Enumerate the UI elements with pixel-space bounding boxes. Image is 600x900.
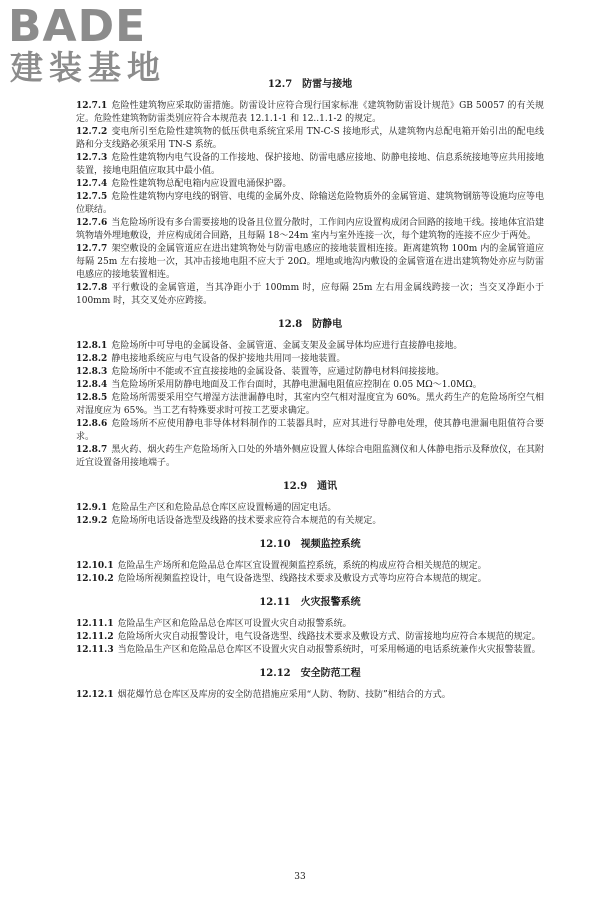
section-number: 12.8 <box>277 319 303 330</box>
section-title: 安全防范工程 <box>300 668 361 679</box>
section-heading <box>76 596 544 610</box>
clause-number: 12.10.1 <box>76 561 114 571</box>
clause-text: 变电所引至危险性建筑物的低压供电系统宜采用 TN-C-S 接地形式，从建筑物内总配电箱开始引出的配电线路和分支线路必须采用 TN-S 系统。 <box>76 127 544 150</box>
clause-text: 危险场所电话设备选型及线路的技术要求应符合本规范的有关规定。 <box>111 516 382 526</box>
clause-number: 12.8.3 <box>76 367 108 377</box>
clause <box>76 100 544 126</box>
clause <box>76 631 544 644</box>
clause <box>76 560 544 573</box>
clause-text: 危险品生产区和危险品总仓库区应设置畅通的固定电话。 <box>111 503 337 513</box>
clause <box>76 644 544 657</box>
section-title: 防雷与接地 <box>302 79 353 90</box>
section-12-10 <box>76 538 544 586</box>
section-heading <box>76 318 544 332</box>
clause-number: 12.7.5 <box>76 192 108 202</box>
section-number: 12.7 <box>267 79 293 90</box>
clause-text: 危险场所火灾自动报警设计，电气设备选型、线路技术要求及敷设方式、防雷接地均应符合本规范的规定。 <box>117 632 541 642</box>
clause-text: 当危险品生产区和危险品总仓库区不设置火灾自动报警系统时，可采用畅通的电话系统兼作火灾报警装置。 <box>117 645 541 655</box>
clause-number: 12.7.8 <box>76 283 108 293</box>
clause-number: 12.7.4 <box>76 179 108 189</box>
clause <box>76 217 544 243</box>
section-number: 12.12 <box>259 668 291 679</box>
clause-text: 危险场所不应使用静电非导体材料制作的工装器具时，应对其进行导静电处理，使其静电泄漏电阻值符合要求。 <box>76 419 544 442</box>
section-12-12 <box>76 667 544 702</box>
clause <box>76 573 544 586</box>
clause <box>76 178 544 191</box>
section-12-11 <box>76 596 544 657</box>
clause-text: 架空敷设的金属管道应在进出建筑物处与防雷电感应的接地装置相连接。距离建筑物 100m 内的金属管道应每隔 25m 左右接地一次，其冲击接地电阻不应大于 20Ω。埋地或地沟内敷设的金属管道在进出建筑物处亦应与防雷电感应的接地装置相连。 <box>76 244 544 280</box>
clause <box>76 379 544 392</box>
clause-number: 12.9.2 <box>76 516 108 526</box>
clause-text: 危险场所中可导电的金属设备、金属管道、金属支架及金属导体均应进行直接静电接地。 <box>111 341 463 351</box>
clause-number: 12.7.6 <box>76 218 108 228</box>
clause <box>76 152 544 178</box>
section-number: 12.9 <box>282 481 308 492</box>
clause-text: 烟花爆竹总仓库区及库房的安全防范措施应采用“人防、物防、技防”相结合的方式。 <box>117 690 451 700</box>
clause-text: 危险性建筑物总配电箱内应设置电涌保护器。 <box>111 179 292 189</box>
clause <box>76 366 544 379</box>
clause-text: 危险性建筑物应采取防雷措施。防雷设计应符合现行国家标准《建筑物防雷设计规范》GB 50057 的有关规定。危险性建筑物防雷类别应符合本规范表 12.1.1-1 和 12..1.1-2 的规定。 <box>76 101 544 124</box>
section-12-7 <box>76 78 544 308</box>
clause-text: 黑火药、烟火药生产危险场所入口处的外墙外侧应设置人体综合电阻监测仪和人体静电指示及释放仪，在其附近宜设置备用接地端子。 <box>76 445 544 468</box>
clause-number: 12.7.7 <box>76 244 108 254</box>
clause-number: 12.11.3 <box>76 645 114 655</box>
section-title: 火灾报警系统 <box>300 597 361 608</box>
logo-subtitle: 建装基地 <box>10 48 166 87</box>
clause-number: 12.8.6 <box>76 419 108 429</box>
section-number: 12.10 <box>259 539 291 550</box>
section-number: 12.11 <box>259 597 291 608</box>
section-heading <box>76 480 544 494</box>
clause-number: 12.8.5 <box>76 393 108 403</box>
clause-number: 12.8.4 <box>76 380 108 390</box>
clause <box>76 418 544 444</box>
clause-text: 危险场所需要采用空气增湿方法泄漏静电时，其室内空气相对湿度宜为 60%。黑火药生产的危险场所空气相对湿度应为 65%。当工艺有特殊要求时可按工艺要求确定。 <box>76 393 544 416</box>
clause-number: 12.8.1 <box>76 341 108 351</box>
clause-number: 12.8.2 <box>76 354 108 364</box>
clause <box>76 502 544 515</box>
clause <box>76 392 544 418</box>
clause-number: 12.10.2 <box>76 574 114 584</box>
section-title: 视频监控系统 <box>300 539 361 550</box>
section-title: 防静电 <box>312 319 343 330</box>
section-heading <box>76 667 544 681</box>
clause <box>76 126 544 152</box>
clause-text: 当危险场所设有多台需要接地的设备且位置分散时，工作间内应设置构成闭合回路的接地干线。接地体宜沿建筑物墙外埋地敷设，并应构成闭合回路，且每隔 18～24m 室内与室外连接一次，每个建筑物的连接不应少于两处。 <box>76 218 544 241</box>
section-heading <box>76 538 544 552</box>
clause-text: 危险品生产场所和危险品总仓库区宜设置视频监控系统，系统的构成应符合相关规范的规定。 <box>117 561 487 571</box>
page-number: 33 <box>294 872 306 882</box>
section-12-9 <box>76 480 544 528</box>
clause <box>76 618 544 631</box>
clause <box>76 444 544 470</box>
clause-text: 危险品生产区和危险品总仓库区可设置火灾自动报警系统。 <box>117 619 352 629</box>
clause-text: 危险场所视频监控设计，电气设备选型、线路技术要求及敷设方式等均应符合本规范的规定。 <box>117 574 487 584</box>
clause-number: 12.8.7 <box>76 445 108 455</box>
clause-number: 12.7.1 <box>76 101 108 111</box>
section-heading <box>76 78 544 92</box>
clause <box>76 353 544 366</box>
clause <box>76 282 544 308</box>
clause-number: 12.11.1 <box>76 619 114 629</box>
clause <box>76 191 544 217</box>
section-12-8 <box>76 318 544 470</box>
clause-number: 12.9.1 <box>76 503 108 513</box>
section-title: 通讯 <box>317 481 338 492</box>
clause-number: 12.12.1 <box>76 690 114 700</box>
clause-text: 危险场所中不能或不宜直接接地的金属设备、装置等，应通过防静电材料间接接地。 <box>111 367 445 377</box>
clause-number: 12.7.2 <box>76 127 108 137</box>
clause <box>76 340 544 353</box>
clause-number: 12.7.3 <box>76 153 108 163</box>
logo-wordmark: BADE <box>8 1 147 52</box>
clause-text: 当危险场所采用防静电地面及工作台面时，其静电泄漏电阻值应控制在 0.05 MΩ～1.0MΩ。 <box>111 380 482 390</box>
clause-text: 静电接地系统应与电气设备的保护接地共用同一接地装置。 <box>111 354 346 364</box>
document-body <box>76 78 544 712</box>
clause-text: 危险性建筑物内电气设备的工作接地、保护接地、防雷电感应接地、防静电接地、信息系统接地等应共用接地装置，接地电阻值应取其中最小值。 <box>76 153 544 176</box>
clause <box>76 689 544 702</box>
clause-text: 平行敷设的金属管道，当其净距小于 100mm 时，应每隔 25m 左右用金属线跨接一次；当交叉净距小于 100mm 时，其交叉处亦应跨接。 <box>76 283 544 306</box>
clause-number: 12.11.2 <box>76 632 114 642</box>
clause <box>76 243 544 282</box>
clause <box>76 515 544 528</box>
clause-text: 危险性建筑物内穿电线的钢管、电缆的金属外皮、除输送危险物质外的金属管道、建筑物钢筋等设施均应等电位联结。 <box>76 192 544 215</box>
